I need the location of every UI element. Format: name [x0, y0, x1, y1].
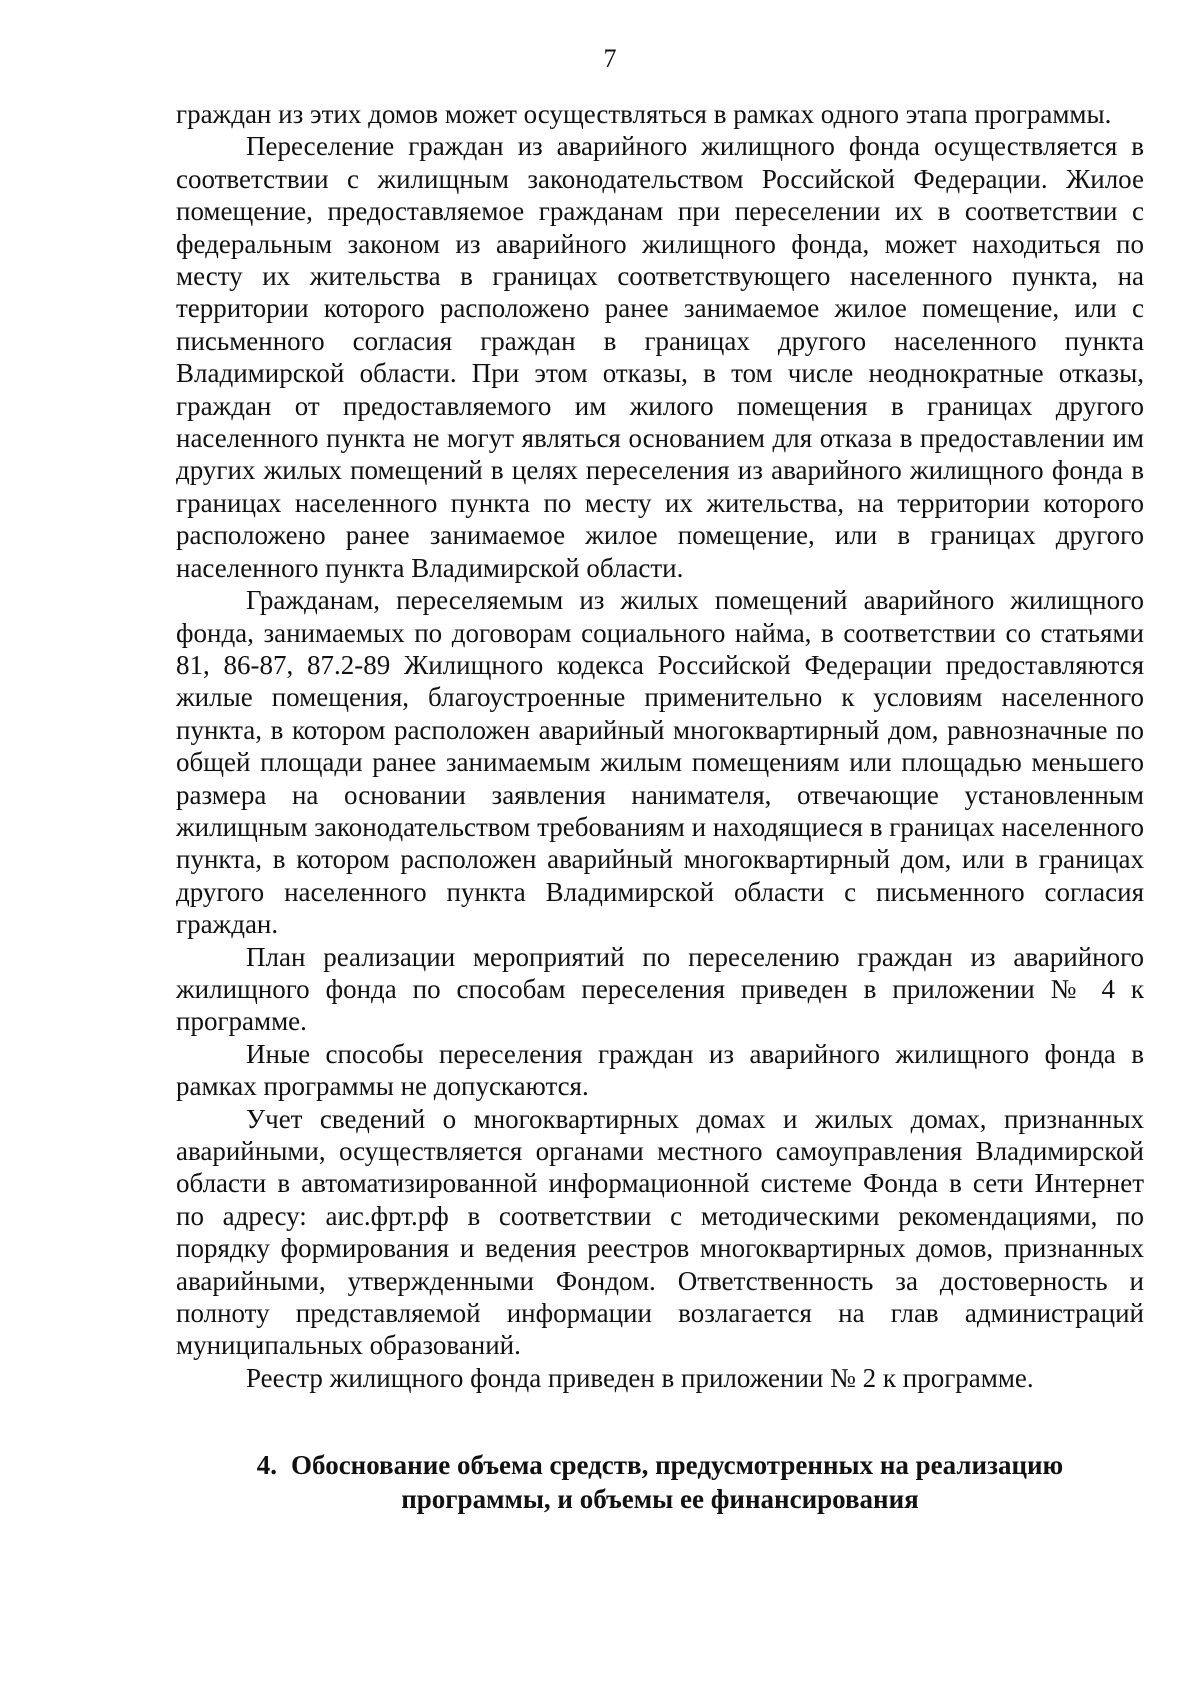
- section-title-part-2: программы, и объемы ее финансирования: [401, 1484, 919, 1515]
- page-number: 7: [603, 44, 617, 73]
- paragraph-other-methods: Иные способы переселения граждан из аварийного жилищного фонда в рамках программы не допускаются.: [176, 1038, 1144, 1102]
- paragraph-implementation-plan: План реализации мероприятий по переселению граждан из аварийного жилищного фонда по способам переселения приведен в приложении № 4 к программе.: [176, 941, 1144, 1037]
- paragraph-resettlement-rules: Переселение граждан из аварийного жилищного фонда осуществляется в соответствии с жилищным законодательством Российской Федерации. Жилое помещение, предоставляемое гражданам при переселении их в соответствии с федеральным законом из аварийного жилищного фонда, может находиться по месту их жительства в границах соответствующего населенного пункта, на территории которого расположено ранее занимаемое жилое помещение, или с письменного согласия граждан в границах другого населенного пункта Владимирской области. При этом отказы, в том числе неоднократные отказы, граждан от предоставляемого им жилого помещения в границах другого населенного пункта не могут являться основанием для отказа в предоставлении им других жилых помещений в целях переселения из аварийного жилищного фонда в границах населенного пункта по месту их жительства, на территории которого расположено ранее занимаемое жилое помещение, или в границах другого населенного пункта Владимирской области.: [176, 131, 1144, 583]
- paragraph-accounting-info: Учет сведений о многоквартирных домах и жилых домах, признанных аварийными, осуществляется органами местного самоуправления Владимирской области в автоматизированной информационной системе Фонда в сети Интернет по адресу: аис.фрт.рф в соответствии с методическими рекомендациями, по порядку формирования и ведения реестров многоквартирных домов, признанных аварийными, утвержденными Фондом. Ответственность за достоверность и полноту представляемой информации возлагается на глав администраций муниципальных образований.: [176, 1103, 1144, 1361]
- section-number: 4.: [256, 1450, 278, 1481]
- section-heading-line-1: [176, 1448, 1144, 1482]
- paragraph-continuation: граждан из этих домов может осуществляться в рамках одного этапа программы.: [176, 99, 1112, 129]
- document-body: [176, 98, 1144, 1516]
- paragraph-social-rent-housing: Гражданам, переселяемым из жилых помещений аварийного жилищного фонда, занимаемых по договорам социального найма, в соответствии со статьями 81, 86-87, 87.2-89 Жилищного кодекса Российской Федерации предоставляются жилые помещения, благоустроенные применительно к условиям населенного пункта, в котором расположен аварийный многоквартирный дом, равнозначные по общей площади ранее занимаемым жилым помещениям или площадью меньшего размера на основании заявления нанимателя, отвечающие установленным жилищным законодательством требованиям и находящиеся в границах населенного пункта, в котором расположен аварийный многоквартирный дом, или в границах другого населенного пункта Владимирской области с письменного согласия граждан.: [176, 585, 1144, 940]
- section-title-part-1: Обоснование объема средств, предусмотренных на реализацию: [291, 1450, 1064, 1481]
- section-heading: [176, 1448, 1144, 1516]
- paragraph-housing-register: Реестр жилищного фонда приведен в приложении № 2 к программе.: [246, 1362, 1034, 1393]
